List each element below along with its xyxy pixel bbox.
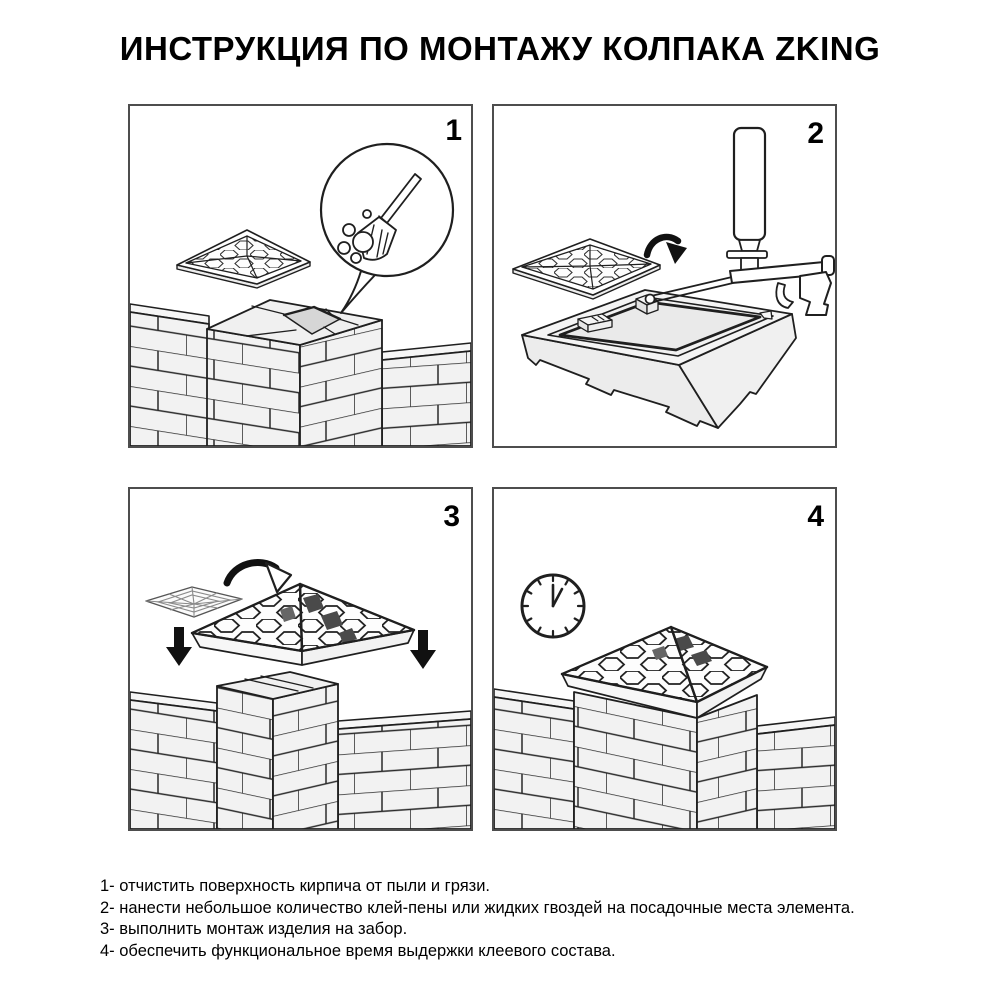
cap-underside-icon <box>146 587 242 617</box>
chimney-cap <box>513 239 660 299</box>
brick-pillar <box>217 672 338 829</box>
down-arrow-icon <box>166 627 192 666</box>
brick-wall-left <box>130 304 209 446</box>
step-panel-4 <box>492 487 837 831</box>
chimney-cap <box>177 230 310 288</box>
cap-underside-tray <box>522 290 796 428</box>
step-4-illustration <box>494 489 835 829</box>
step-1-illustration <box>130 106 471 446</box>
instruction-item: 2- нанести небольшое количество клей-пены или жидких гвоздей на посадочные места элемента. <box>100 898 855 917</box>
step-number-2: 2 <box>807 117 824 150</box>
step-3-illustration <box>130 489 471 829</box>
brick-pillar <box>574 692 757 829</box>
foam-gun-icon <box>646 128 835 315</box>
clock-icon <box>522 575 584 637</box>
instruction-item: 4- обеспечить функциональное время выдержки клеевого состава. <box>100 941 616 960</box>
step-number-1: 1 <box>445 114 462 147</box>
brick-wall-right <box>338 711 471 829</box>
brick-wall-left <box>130 692 217 829</box>
flip-arrow-icon <box>227 563 291 592</box>
step-panel-2 <box>492 104 837 448</box>
speech-bubble-icon <box>321 144 453 313</box>
page-title: ИНСТРУКЦИЯ ПО МОНТАЖУ КОЛПАКА ZKING <box>119 30 881 67</box>
flip-arrow-icon <box>647 237 687 264</box>
step-number-4: 4 <box>807 500 824 533</box>
step-2-illustration <box>494 106 835 446</box>
step-panel-1 <box>128 104 473 448</box>
instructions-list <box>100 876 855 962</box>
brick-wall-left <box>494 689 574 829</box>
instruction-item: 3- выполнить монтаж изделия на забор. <box>100 920 408 938</box>
down-arrow-icon <box>410 630 436 669</box>
brick-wall-right <box>382 343 471 446</box>
brick-wall-right <box>757 717 835 829</box>
instruction-item: 1- отчистить поверхность кирпича от пыли и грязи. <box>100 877 490 895</box>
foam-canister-icon <box>734 128 765 240</box>
step-panel-3 <box>128 487 473 831</box>
brick-pillar-open-top <box>207 300 382 446</box>
step-number-3: 3 <box>443 500 460 533</box>
